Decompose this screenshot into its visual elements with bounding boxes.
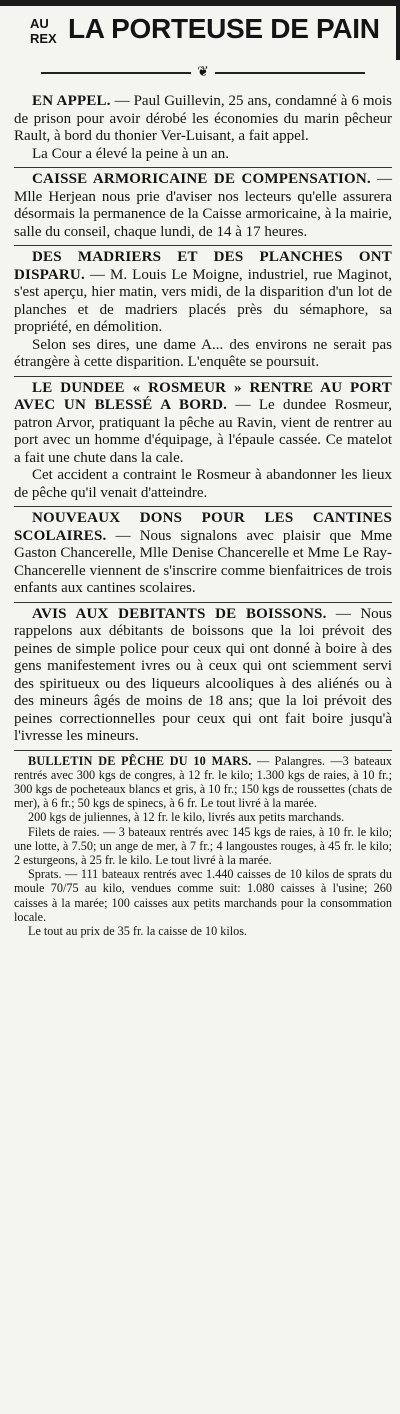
column-title: LA PORTEUSE DE PAIN — [68, 13, 380, 44]
article-dundee — [14, 376, 392, 503]
article-text: — M. Louis Le Moigne, industriel, rue Maginot, s'est aperçu, hier matin, vers midi, de la disparition d'un lot de planches et de madriers placés près du sémaphore, sa propriété, en démolition. — [14, 266, 392, 335]
article-paragraph — [14, 606, 392, 746]
ornament-rule-left — [41, 72, 191, 74]
article-cantines — [14, 506, 392, 598]
article-paragraph: Selon ses dires, une dame A... des environs ne serait pas étrangère à cette disparition. L'enquête se poursuit. — [14, 336, 392, 370]
title-ornament — [14, 66, 392, 80]
article-paragraph — [14, 171, 392, 241]
prefix-line-1: AU — [30, 16, 49, 31]
article-paragraph: La Cour a élevé la peine à un an. — [32, 145, 229, 162]
article-text: — Paul Guillevin, 25 ans, condamné à 6 mois de prison pour avoir dérobé les économies du marin pêcheur Rault, à bord du thonier Ver-Luisant, a fait appel. — [14, 93, 393, 144]
bulletin-paragraph: Sprats. — 111 bateaux rentrés avec 1.440 caisses de 10 kilos de sprats du moule 70/75 au kilo, vendues comme suit: 1.080 caisses à l'usine; 260 caisses à la marée; 100 caisses aux petits marchands pour la consommation locale. — [14, 867, 392, 924]
column-masthead — [14, 0, 392, 64]
bulletin-paragraph — [14, 754, 392, 811]
article-paragraph — [14, 93, 392, 146]
articles — [14, 90, 392, 746]
article-paragraph — [14, 510, 392, 598]
article-heading: NOUVEAUX DONS POUR LES CANTINES SCOLAIRES. — [14, 510, 392, 544]
article-text: — Nous signalons avec plaisir que Mme Gaston Chancerelle, Mlle Denise Chancerelle et Mme Le Ray-Chancerelle viennent de s'inscrire comme bienfaitrices de trois enfants aux cantines scolaires. — [14, 527, 392, 596]
article-caisse — [14, 167, 392, 241]
article-heading: DES MADRIERS ET DES PLANCHES ONT DISPARU. — [14, 249, 392, 283]
article-heading: CAISSE ARMORICAINE DE COMPENSATION. — [32, 171, 371, 187]
article-heading: LE DUNDEE « ROSMEUR » RENTRE AU PORT AVEC UN BLESSÉ A BORD. — [14, 379, 392, 413]
bulletin-heading: BULLETIN DE PÊCHE DU 10 MARS. — [28, 753, 252, 768]
bulletin-text: — Palangres. —3 bateaux rentrés avec 300 kgs de congres, à 12 fr. le kilo; 1.300 kgs de raies, à 10 fr.; 300 kgs de pocheteaux blancs et gris, à 10 fr.; 150 kgs de roussettes (chats de mer), à 6 fr.; 50 kgs de spinecs, à 6 fr. Le tout livré à la marée. — [14, 753, 392, 811]
article-paragraph: Cet accident a contraint le Rosmeur à abandonner les lieux de pêche qu'il venait d'atteindre. — [14, 467, 392, 501]
bulletin-paragraph: 200 kgs de juliennes, à 12 fr. le kilo, livrés aux petits marchands. — [28, 810, 345, 825]
article-debitants — [14, 602, 392, 746]
article-appel — [14, 90, 392, 163]
prefix-line-2: REX — [30, 31, 57, 46]
article-text: — Nous rappelons aux débitants de boissons que la loi prévoit des peines de simple police pour ceux qui ont donné à boire à des gens manifestement ivres ou à ceux qui ont sciemment servi des spiritueux ou des liqueurs alcooliques à des aliénés ou à des mineurs âgés de moins de 18 ans; que la loi prévoit des peines correctionnelles pour ceux qui ont fait boire jusqu'à l'ivresse les mineurs. — [14, 605, 392, 744]
fishing-bulletin — [14, 750, 392, 939]
article-paragraph — [14, 380, 392, 468]
ornament-rule-right — [215, 72, 365, 74]
flourish-icon: ❦ — [197, 65, 209, 80]
article-heading: AVIS AUX DEBITANTS DE BOISSONS. — [32, 605, 327, 622]
article-madriers — [14, 245, 392, 372]
article-heading: EN APPEL. — [32, 93, 111, 109]
article-paragraph — [14, 249, 392, 337]
bulletin-paragraph: Filets de raies. — 3 bateaux rentrés avec 145 kgs de raies, à 10 fr. le kilo; une lotte, à 7.50; un ange de mer, à 7 fr.; 4 langoustes rouges, à 45 fr. le kilo; 2 esturgeons, à 25 fr. le kilo. Le tout livré à la marée. — [14, 824, 392, 867]
article-text: — Mlle Herjean nous prie d'aviser nos lecteurs qu'elle assurera désormais la permanence de la Caisse armoricaine, à la mairie, salle du conseil, chaque lundi, de 14 à 17 heures. — [14, 171, 393, 240]
section-prefix — [30, 16, 57, 46]
bulletin-paragraph: Le tout au prix de 35 fr. la caisse de 10 kilos. — [28, 923, 247, 938]
article-text: — Le dundee Rosmeur, patron Arvor, pratiquant la pêche au Ravin, vient de rentrer au port avec un homme d'équipage, à l'épaule cassée. Ce matelot a fait une chute dans la cale. — [14, 397, 392, 466]
